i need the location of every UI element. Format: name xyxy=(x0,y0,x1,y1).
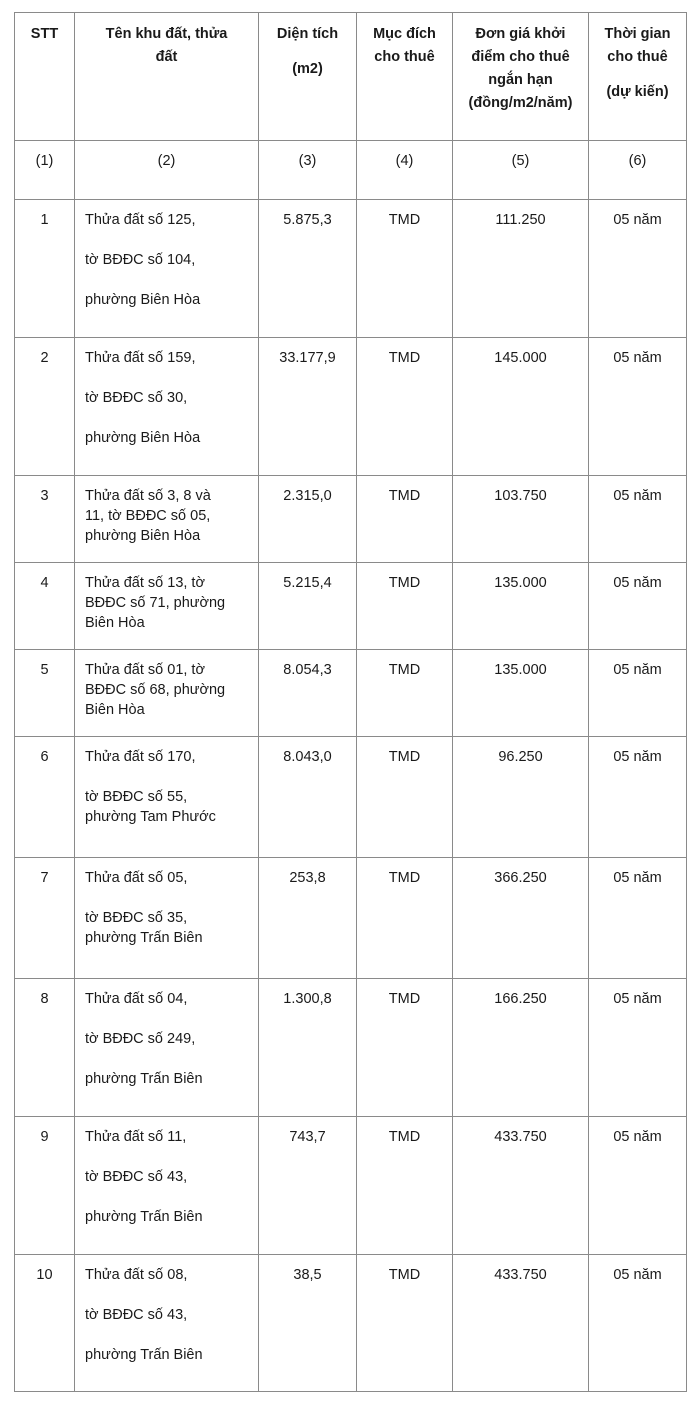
cell-stt: 6 xyxy=(15,737,75,858)
cell-price: 366.250 xyxy=(453,858,589,979)
table-row xyxy=(15,1117,687,1255)
column-number: (4) xyxy=(357,141,453,200)
header-term-line-3: (dự kiến) xyxy=(606,84,669,100)
table-row xyxy=(15,200,687,338)
cell-term: 05 năm xyxy=(589,979,687,1117)
cell-area: 253,8 xyxy=(259,858,357,979)
cell-purpose: TMD xyxy=(357,1117,453,1255)
cell-area: 5.215,4 xyxy=(259,563,357,650)
table-row xyxy=(15,1255,687,1392)
cell-land-name xyxy=(75,1117,259,1255)
cell-price: 166.250 xyxy=(453,979,589,1117)
land-name-line: Thửa đất số 125, xyxy=(85,212,196,228)
header-stt-text: STT xyxy=(30,26,59,42)
column-number: (3) xyxy=(259,141,357,200)
land-name-line: phường Biên Hòa xyxy=(85,528,201,544)
land-name-line: Biên Hòa xyxy=(85,702,145,718)
land-name-line: BĐĐC số 71, phường xyxy=(85,595,226,611)
cell-stt: 2 xyxy=(15,338,75,476)
cell-land-name xyxy=(75,1255,259,1392)
land-name-line: Thửa đất số 159, xyxy=(85,350,196,366)
land-name-line: tờ BĐĐC số 104, xyxy=(85,252,196,268)
header-price-line-3: ngắn hạn xyxy=(488,72,553,88)
cell-term: 05 năm xyxy=(589,338,687,476)
table-row xyxy=(15,338,687,476)
column-number: (5) xyxy=(453,141,589,200)
land-lease-table xyxy=(14,12,687,1392)
header-land-name-line-1: Tên khu đất, thửa xyxy=(105,26,228,42)
header-area xyxy=(259,13,357,141)
cell-price: 135.000 xyxy=(453,650,589,737)
land-name-line: phường Trấn Biên xyxy=(85,1209,203,1225)
cell-area: 1.300,8 xyxy=(259,979,357,1117)
cell-area: 38,5 xyxy=(259,1255,357,1392)
land-name-line: phường Trấn Biên xyxy=(85,1071,203,1087)
header-row xyxy=(15,13,687,141)
table-row xyxy=(15,563,687,650)
cell-term: 05 năm xyxy=(589,1255,687,1392)
table-row xyxy=(15,650,687,737)
cell-area: 33.177,9 xyxy=(259,338,357,476)
land-name-line: tờ BĐĐC số 30, xyxy=(85,390,188,406)
cell-purpose: TMD xyxy=(357,200,453,338)
cell-land-name xyxy=(75,737,259,858)
table-row xyxy=(15,979,687,1117)
cell-price: 96.250 xyxy=(453,737,589,858)
cell-area: 8.054,3 xyxy=(259,650,357,737)
cell-stt: 7 xyxy=(15,858,75,979)
header-purpose-line-1: Mục đích xyxy=(373,26,436,42)
table-row xyxy=(15,858,687,979)
cell-purpose: TMD xyxy=(357,650,453,737)
cell-price: 433.750 xyxy=(453,1117,589,1255)
cell-land-name xyxy=(75,476,259,563)
cell-term: 05 năm xyxy=(589,563,687,650)
land-name-line: Thửa đất số 3, 8 và xyxy=(85,488,211,504)
land-name-line: phường Trấn Biên xyxy=(85,1347,203,1363)
cell-purpose: TMD xyxy=(357,858,453,979)
header-price-line-2: điểm cho thuê xyxy=(471,49,570,65)
cell-area: 743,7 xyxy=(259,1117,357,1255)
land-name-line: Thửa đất số 11, xyxy=(85,1129,187,1145)
header-price-line-4: (đồng/m2/năm) xyxy=(468,95,573,111)
land-name-line: phường Biên Hòa xyxy=(85,292,201,308)
table-row xyxy=(15,476,687,563)
land-name-line: phường Trấn Biên xyxy=(85,930,203,946)
cell-price: 111.250 xyxy=(453,200,589,338)
land-name-line: phường Biên Hòa xyxy=(85,430,201,446)
cell-area: 8.043,0 xyxy=(259,737,357,858)
cell-purpose: TMD xyxy=(357,476,453,563)
cell-land-name xyxy=(75,200,259,338)
cell-land-name xyxy=(75,858,259,979)
cell-price: 145.000 xyxy=(453,338,589,476)
land-name-line: Thửa đất số 04, xyxy=(85,991,188,1007)
land-name-line: tờ BĐĐC số 35, xyxy=(85,910,188,926)
cell-stt: 4 xyxy=(15,563,75,650)
header-land-name-line-2: đất xyxy=(155,49,178,65)
cell-term: 05 năm xyxy=(589,1117,687,1255)
header-area-line-1: Diện tích xyxy=(276,26,339,42)
cell-price: 135.000 xyxy=(453,563,589,650)
table-row xyxy=(15,737,687,858)
land-name-line: phường Tam Phước xyxy=(85,809,216,825)
land-name-line: tờ BĐĐC số 43, xyxy=(85,1307,188,1323)
column-number-row xyxy=(15,141,687,200)
header-term xyxy=(589,13,687,141)
cell-purpose: TMD xyxy=(357,338,453,476)
header-price-line-1: Đơn giá khởi xyxy=(475,26,566,42)
cell-land-name xyxy=(75,338,259,476)
header-land-name xyxy=(75,13,259,141)
cell-purpose: TMD xyxy=(357,1255,453,1392)
cell-land-name xyxy=(75,650,259,737)
land-name-line: Thửa đất số 13, tờ xyxy=(85,575,205,591)
cell-term: 05 năm xyxy=(589,650,687,737)
land-name-line: Biên Hòa xyxy=(85,615,145,631)
land-name-line: Thửa đất số 170, xyxy=(85,749,196,765)
column-number: (6) xyxy=(589,141,687,200)
land-name-line: tờ BĐĐC số 55, xyxy=(85,789,188,805)
cell-price: 433.750 xyxy=(453,1255,589,1392)
column-number: (1) xyxy=(15,141,75,200)
cell-term: 05 năm xyxy=(589,737,687,858)
header-price xyxy=(453,13,589,141)
cell-purpose: TMD xyxy=(357,979,453,1117)
cell-area: 2.315,0 xyxy=(259,476,357,563)
cell-term: 05 năm xyxy=(589,858,687,979)
header-term-line-1: Thời gian xyxy=(604,26,671,42)
header-stt xyxy=(15,13,75,141)
land-name-line: Thửa đất số 05, xyxy=(85,870,188,886)
cell-land-name xyxy=(75,979,259,1117)
cell-stt: 1 xyxy=(15,200,75,338)
land-name-line: Thửa đất số 01, tờ xyxy=(85,662,205,678)
land-name-line: tờ BĐĐC số 43, xyxy=(85,1169,188,1185)
header-area-line-2: (m2) xyxy=(292,61,323,77)
cell-purpose: TMD xyxy=(357,563,453,650)
cell-term: 05 năm xyxy=(589,200,687,338)
cell-area: 5.875,3 xyxy=(259,200,357,338)
cell-stt: 10 xyxy=(15,1255,75,1392)
header-term-line-2: cho thuê xyxy=(607,49,668,65)
header-purpose-line-2: cho thuê xyxy=(374,49,435,65)
land-name-line: tờ BĐĐC số 249, xyxy=(85,1031,196,1047)
cell-stt: 9 xyxy=(15,1117,75,1255)
land-name-line: BĐĐC số 68, phường xyxy=(85,682,226,698)
land-name-line: 11, tờ BĐĐC số 05, xyxy=(85,508,211,524)
column-number: (2) xyxy=(75,141,259,200)
land-name-line: Thửa đất số 08, xyxy=(85,1267,188,1283)
header-purpose xyxy=(357,13,453,141)
cell-purpose: TMD xyxy=(357,737,453,858)
cell-term: 05 năm xyxy=(589,476,687,563)
cell-stt: 3 xyxy=(15,476,75,563)
cell-stt: 5 xyxy=(15,650,75,737)
cell-stt: 8 xyxy=(15,979,75,1117)
cell-land-name xyxy=(75,563,259,650)
cell-price: 103.750 xyxy=(453,476,589,563)
